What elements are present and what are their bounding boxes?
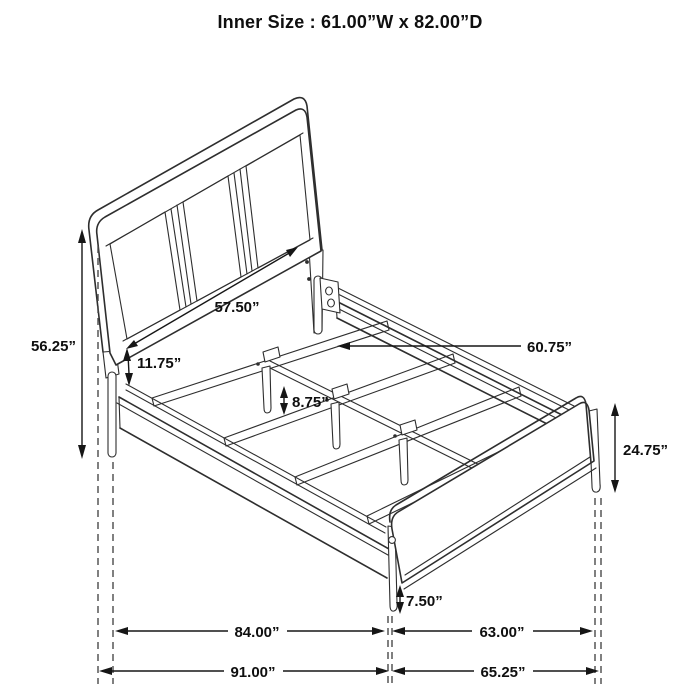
left-side-rail [117,384,389,578]
dim-footboard-width-label: 63.00” [479,624,525,641]
dim-slat-width-label: 60.75” [527,339,573,356]
dim-footboard-leg [396,585,443,614]
dim-slat-width [337,339,572,356]
dim-support-leg-height-label: 8.75” [292,394,329,411]
footboard-leg-bolt [389,537,396,544]
dim-footboard-width [392,624,593,641]
dim-footboard-height [611,403,668,493]
footboard [388,396,600,611]
headboard-left-leg [108,372,116,457]
rail-bracket [320,278,340,313]
dim-headboard-height-label: 56.25” [30,338,76,355]
support-leg [393,434,408,485]
diagram-title: Inner Size : 61.00”W x 82.00”D [217,12,483,32]
dim-support-leg-height [280,386,329,415]
dim-headboard-to-rail-drop-label: 11.75” [137,355,182,372]
dim-footboard-leg-label: 7.50” [406,593,443,610]
right-side-rail [334,286,577,439]
dim-overall-width-label: 65.25” [480,664,526,681]
dim-rail-length-label: 84.00” [234,624,280,641]
dim-overall-depth [99,664,389,681]
dim-headboard-panel-width-label: 57.50” [214,299,260,316]
dim-rail-length [115,624,385,641]
dim-overall-depth-label: 91.00” [230,664,276,681]
dim-overall-width [392,664,599,681]
center-support-legs [256,362,408,485]
support-leg [256,362,271,413]
dim-footboard-height-label: 24.75” [623,442,669,459]
dim-headboard-height [31,229,86,459]
footboard-panel [392,402,594,583]
